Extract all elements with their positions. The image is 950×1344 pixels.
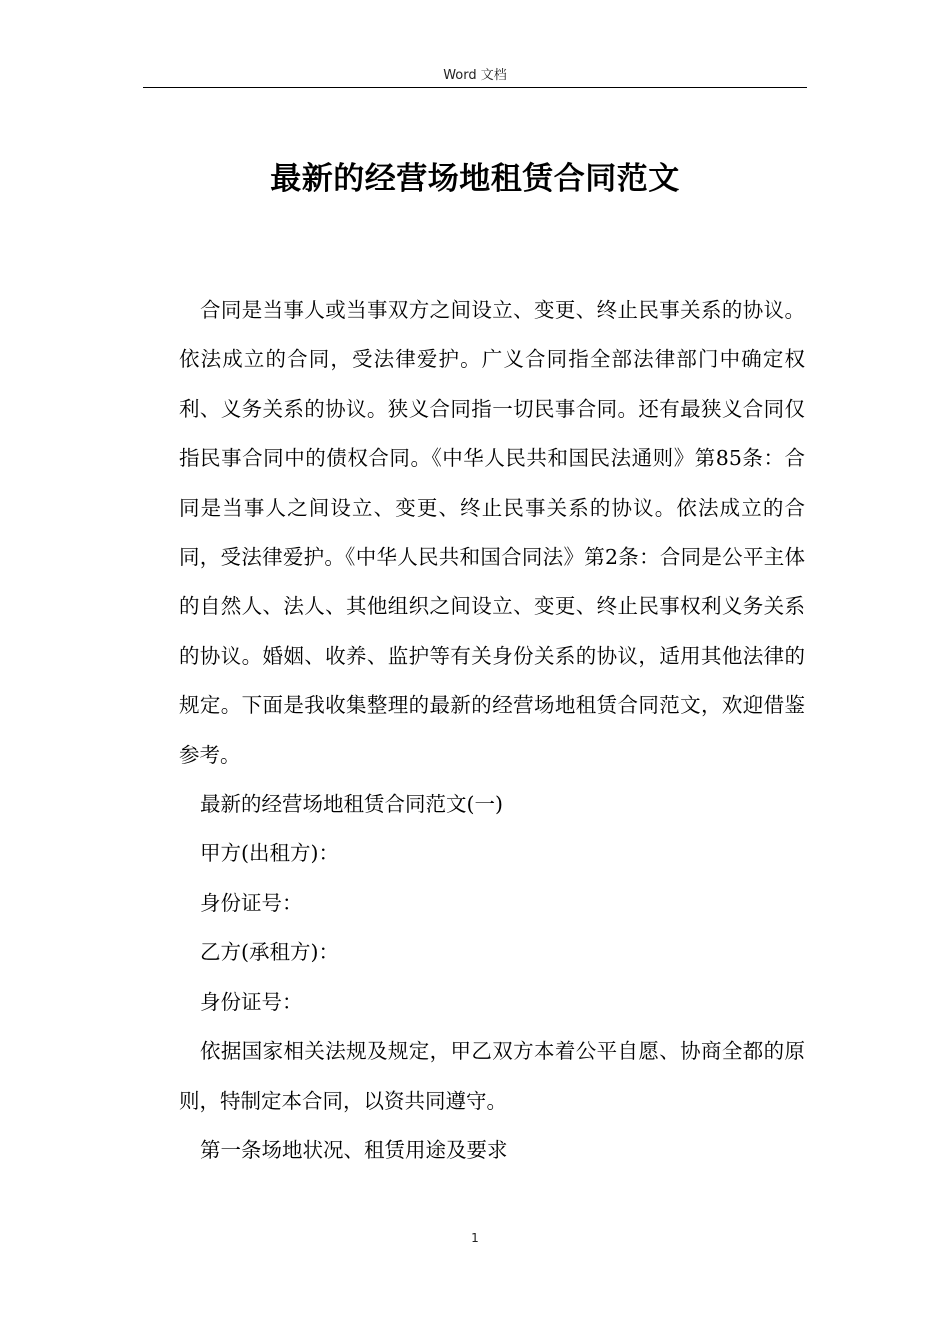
party-a-id-field: 身份证号： — [200, 890, 303, 915]
page-header: Word 文档 — [443, 68, 507, 83]
party-b-id-field: 身份证号： — [200, 989, 303, 1014]
party-b-field: 乙方(承租方)： — [200, 940, 339, 965]
article-one-heading: 第一条场地状况、租赁用途及要求 — [200, 1137, 508, 1162]
party-a-field: 甲方(出租方)： — [200, 841, 339, 866]
document-body — [179, 286, 805, 1175]
section-heading: 最新的经营场地租赁合同范文(一) — [200, 792, 503, 817]
header-divider — [143, 87, 807, 88]
page-number: 1 — [471, 1231, 479, 1245]
document-title: 最新的经营场地租赁合同范文 — [270, 161, 680, 197]
intro-paragraph: 合同是当事人或当事双方之间设立、变更、终止民事关系的协议。依法成立的合同，受法律爱护。广义合同指全部法律部门中确定权利、义务关系的协议。狭义合同指一切民事合同。还有最狭义合同仅指民事合同中的债权合同。《中华人民共和国民法通则》第85条：合同是当事人之间设立、变更、终止民事关系的协议。依法成立的合同，受法律爱护。《中华人民共和国合同法》第2条：合同是公平主体的自然人、法人、其他组织之间设立、变更、终止民事权利义务关系的协议。婚姻、收养、监护等有关身份关系的协议，适用其他法律的规定。下面是我收集整理的最新的经营场地租赁合同范文，欢迎借鉴参考。 — [179, 298, 805, 767]
agreement-basis-paragraph: 依据国家相关法规及规定，甲乙双方本着公平自愿、协商全都的原则，特制定本合同，以资共同遵守。 — [179, 1039, 805, 1113]
